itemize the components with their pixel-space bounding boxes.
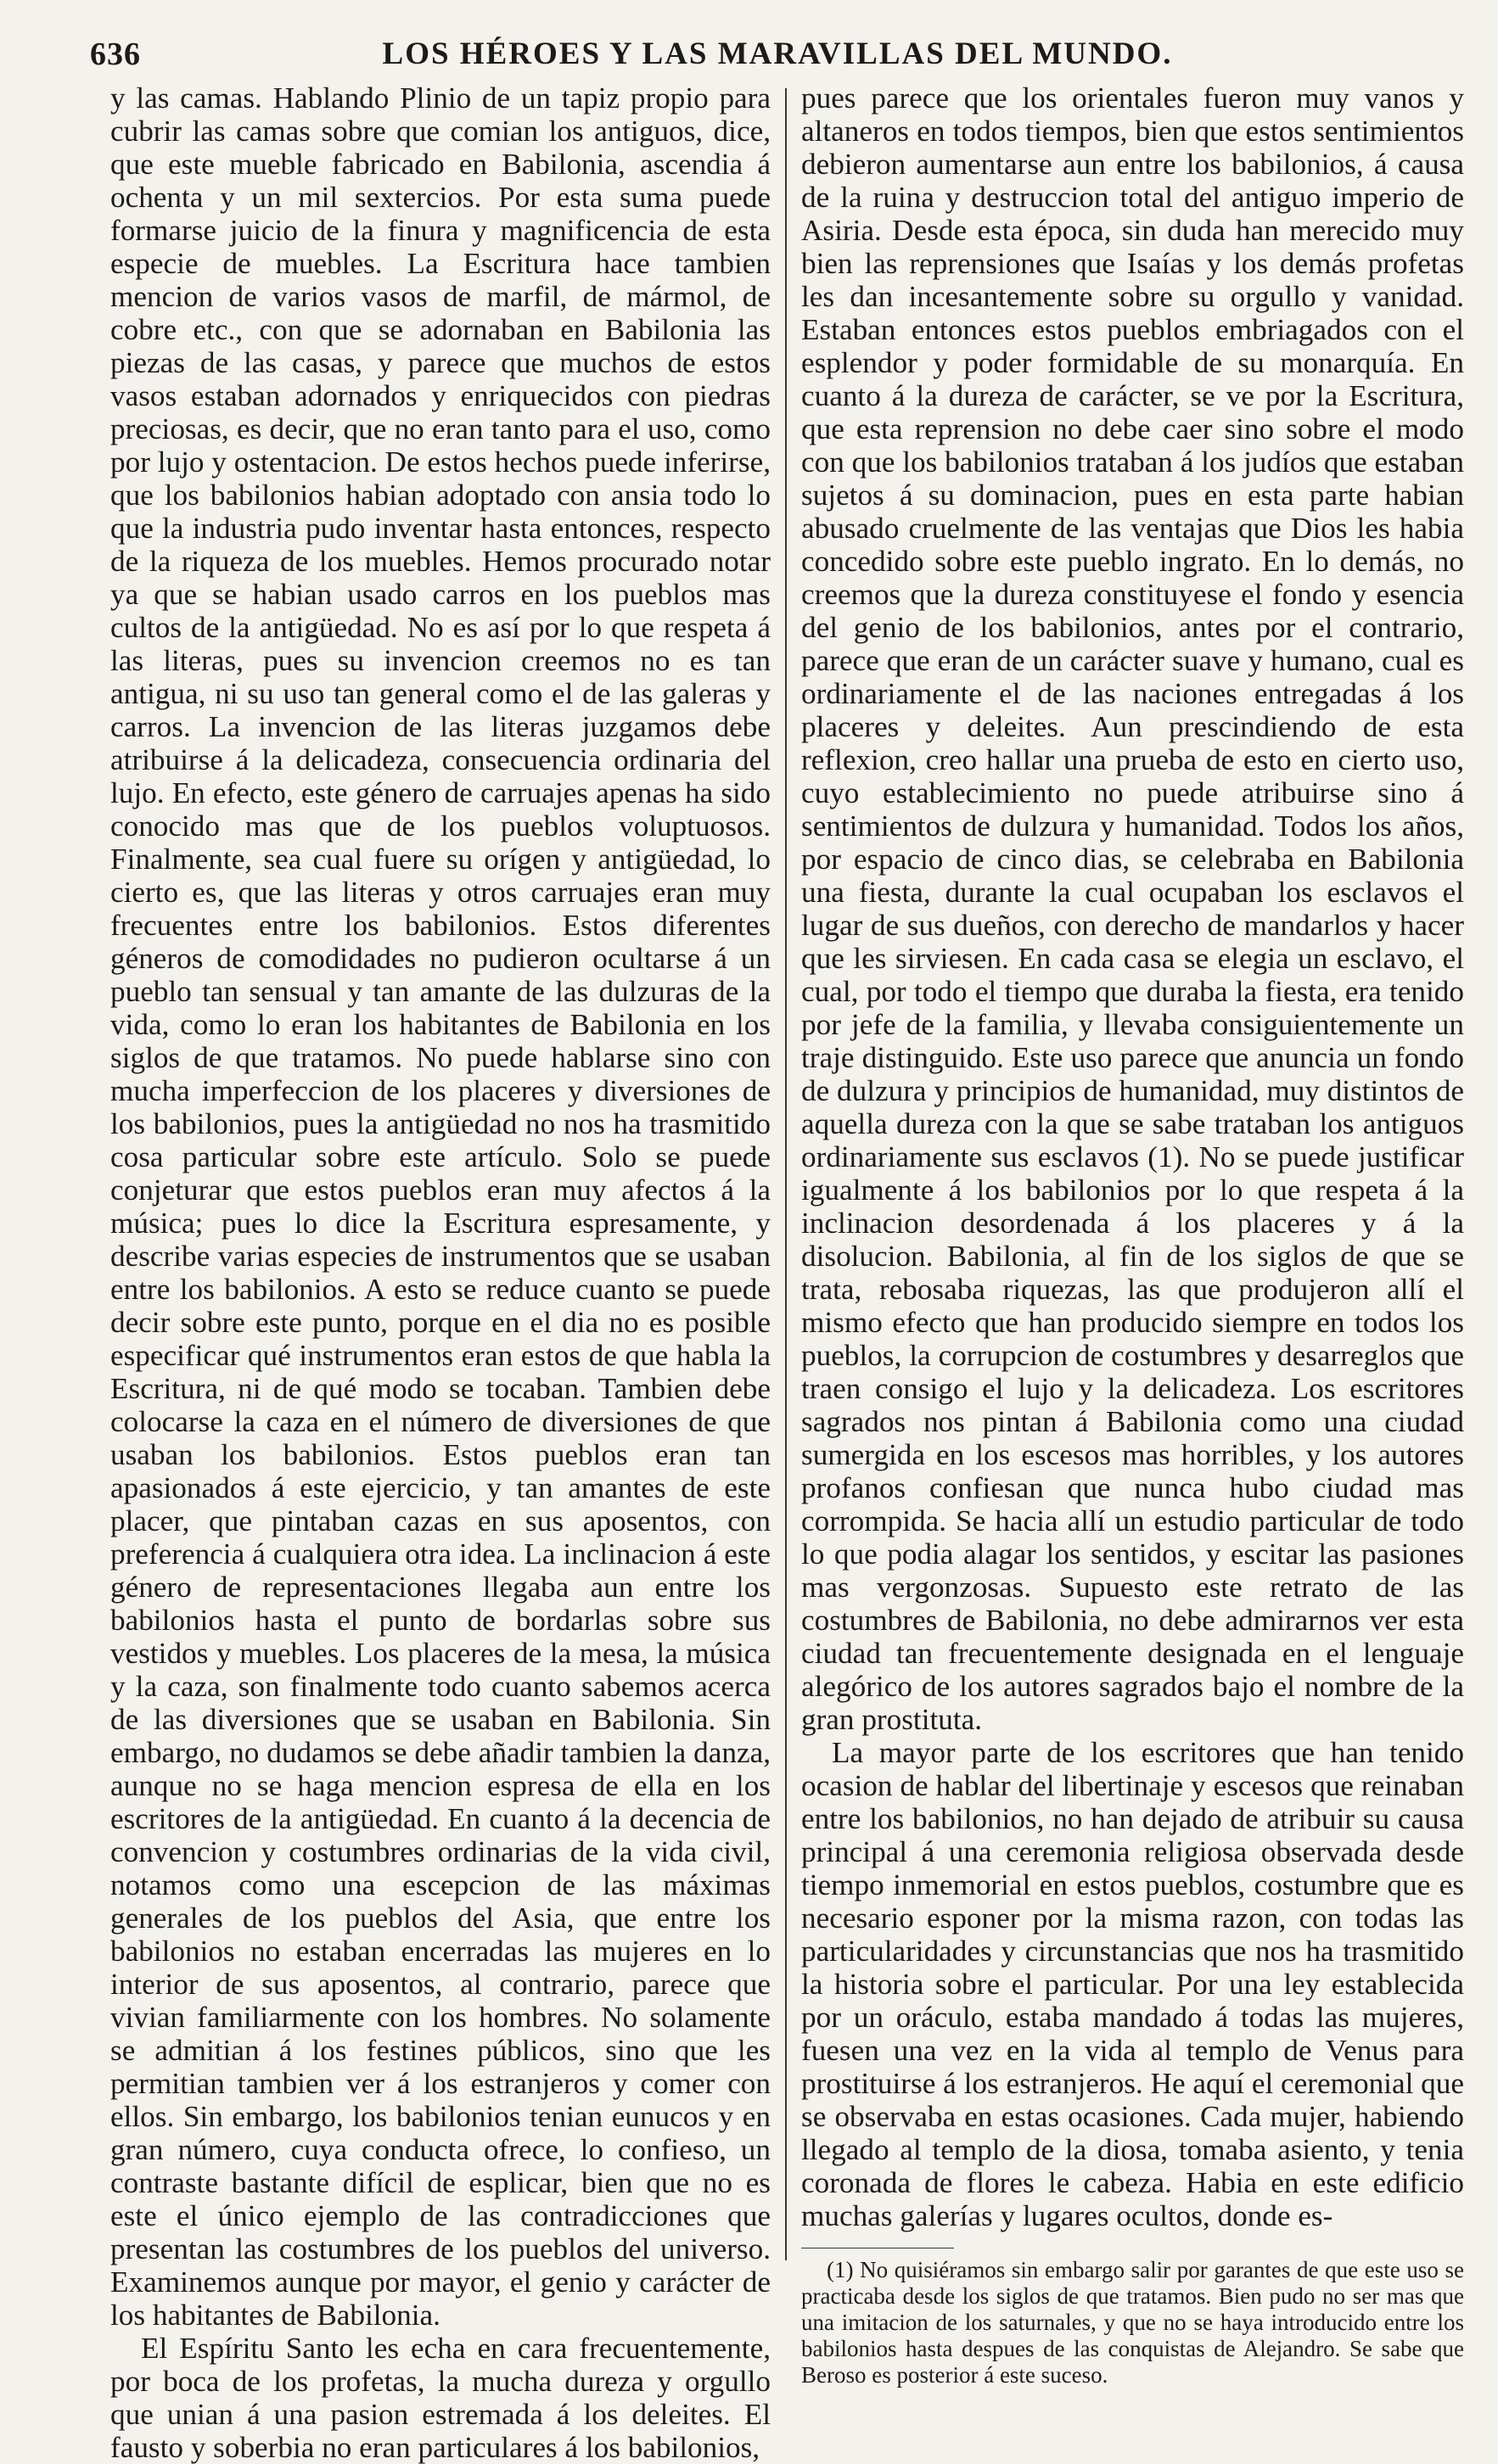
left-paragraph-2: El Espíritu Santo les echa en cara frecuentemente, por boca de los profetas, la mucha dureza y orgullo que unian á una pasion estremada á los deleites. El fausto y soberbia no eran particulares á los babilonios, <box>110 2332 771 2464</box>
running-title: LOS HÉROES Y LAS MARAVILLAS DEL MUNDO. <box>382 36 1173 71</box>
left-paragraph-1: y las camas. Hablando Plinio de un tapiz propio para cubrir las camas sobre que comian los antiguos, dice, que este mueble fabricado en Babilonia, ascendia á ochenta y un mil sextercios. Por esta suma puede formarse juicio de la finura y magnificencia de esta especie de muebles. La Escritura hace tambien mencion de varios vasos de marfil, de mármol, de cobre etc., con que se adornaban en Babilonia las piezas de las casas, y parece que muchos de estos vasos estaban adornados y enriquecidos con piedras preciosas, es decir, que no eran tanto para el uso, como por lujo y ostentacion. De estos hechos puede inferirse, que los babilonios habian adoptado con ansia todo lo que la industria pudo inventar hasta entonces, respecto de la riqueza de los muebles. Hemos procurado notar ya que se habian usado carros en los pueblos mas cultos de la antigüedad. No es así por lo que respeta á las literas, pues su invencion creemos no es tan antigua, ni su uso tan general como el de las galeras y carros. La invencion de las literas juzgamos debe atribuirse á la delicadeza, consecuencia ordinaria del lujo. En efecto, este género de carruajes apenas ha sido conocido mas que de los pueblos voluptuosos. Finalmente, sea cual fuere su orígen y antigüedad, lo cierto es, que las literas y otros carruajes eran muy frecuentes entre los babilonios. Estos diferentes géneros de comodidades no pudieron ocultarse á un pueblo tan sensual y tan amante de las dulzuras de la vida, como lo eran los habitantes de Babilonia en los siglos de que tratamos. No puede hablarse sino con mucha imperfeccion de los placeres y diversiones de los babilonios, pues la antigüedad no nos ha trasmitido cosa particular sobre este artículo. Solo se puede conjeturar que estos pueblos eran muy afectos á la música; pues lo dice la Escritura espresamente, y describe varias especies de instrumentos que se usaban entre los babilonios. A esto se reduce cuanto se puede decir sobre este punto, porque en el dia no es posible especificar qué instrumentos eran estos de que habla la Escritura, ni de qué modo se tocaban. Tambien debe colocarse la caza en el número de diversiones de que usaban los babilonios. Estos pueblos eran tan apasionados á este ejercicio, y tan amantes de este placer, que pintaban cazas en sus aposentos, con preferencia á cualquiera otra idea. La inclinacion á este género de representaciones llegaba aun entre los babilonios hasta el punto de bordarlas sobre sus vestidos y muebles. Los placeres de la mesa, la música y la caza, son finalmente todo cuanto sabemos acerca de las diversiones que se usaban en Babilonia. Sin embargo, no dudamos se debe añadir tambien la danza, aunque no se haga mencion espresa de ella en los escritores de la antigüedad. En cuanto á la decencia de convencion y costumbres ordinarias de la vida civil, notamos como una escepcion de las máximas generales de los pueblos del Asia, que entre los babilonios no estaban encerradas las mujeres en lo interior de sus aposentos, al contrario, parece que vivian familiarmente con los hombres. No solamente se admitian á los festines públicos, sino que les permitian tambien ver á los estranjeros y comer con ellos. Sin embargo, los babilonios tenian eunucos y en gran número, cuya conducta ofrece, lo confieso, un contraste bastante difícil de esplicar, bien que no es este el único ejemplo de las contradicciones que presentan las costumbres de los pueblos del universo. Examinemos aunque por mayor, el genio y carácter de los habitantes de Babilonia. <box>110 81 771 2332</box>
page-header <box>90 31 1465 83</box>
left-column <box>110 81 771 2464</box>
right-paragraph-2: La mayor parte de los escritores que han tenido ocasion de hablar del libertinaje y escesos que reinaban entre los babilonios, no han dejado de atribuir su causa principal á una ceremonia religiosa observada desde tiempo inmemorial en estos pueblos, costumbre que es necesario esponer por la misma razon, con todas las particularidades y circunstancias que nos ha trasmitido la historia sobre el particular. Por una ley establecida por un oráculo, estaba mandado á todas las mujeres, fuesen una vez en la vida al templo de Venus para prostituirse á los estranjeros. He aquí el ceremonial que se observaba en estas ocasiones. Cada mujer, habiendo llegado al templo de la diosa, tomaba asiento, y tenia coronada de flores le cabeza. Habia en este edificio muchas galerías y lugares ocultos, donde es- <box>801 1736 1464 2232</box>
page-number: 636 <box>90 36 141 72</box>
footnote: (1) No quisiéramos sin embargo salir por garantes de que este uso se practicaba desde los siglos de que tratamos. Bien pudo no ser mas que una imitacion de los saturnales, y que no se haya introducido entre los babilonios hasta despues de las conquistas de Alejandro. Se sabe que Beroso es posterior á este suceso. <box>801 2257 1464 2388</box>
right-paragraph-1: pues parece que los orientales fueron muy vanos y altaneros en todos tiempos, bien que estos sentimientos debieron aumentarse aun entre los babilonios, á causa de la ruina y destruccion total del antiguo imperio de Asiria. Desde esta época, sin duda han merecido muy bien las reprensiones que Isaías y los demás profetas les dan incesantemente sobre su orgullo y vanidad. Estaban entonces estos pueblos embriagados con el esplendor y poder formidable de su monarquía. En cuanto á la dureza de carácter, se ve por la Escritura, que esta reprension no debe caer sino sobre el modo con que los babilonios trataban á los judíos que estaban sujetos á su dominacion, pues en esta parte habian abusado cruelmente de las ventajas que Dios les habia concedido sobre este pueblo ingrato. En lo demás, no creemos que la dureza constituyese el fondo y esencia del genio de los babilonios, antes por el contrario, parece que eran de un carácter suave y humano, cual es ordinariamente el de las naciones entregadas á los placeres y deleites. Aun prescindiendo de esta reflexion, creo hallar una prueba de esto en cierto uso, cuyo establecimiento no puede atribuirse sino á sentimientos de dulzura y humanidad. Todos los años, por espacio de cinco dias, se celebraba en Babilonia una fiesta, durante la cual ocupaban los esclavos el lugar de sus dueños, con derecho de mandarlos y hacer que les sirviesen. En cada casa se elegia un esclavo, el cual, por todo el tiempo que duraba la fiesta, era tenido por jefe de la familia, y llevaba consiguientemente un traje distinguido. Este uso parece que anuncia un fondo de dulzura y principios de humanidad, muy distintos de aquella dureza con la que se sabe trataban los antiguos ordinariamente sus esclavos (1). No se puede justificar igualmente á los babilonios por lo que respeta á la inclinacion desordenada á los placeres y á la disolucion. Babilonia, al fin de los siglos de que se trata, rebosaba riquezas, las que produjeron allí el mismo efecto que han producido siempre en todos los pueblos, la corrupcion de costumbres y desarreglos que traen consigo el lujo y la delicadeza. Los escritores sagrados nos pintan á Babilonia como una ciudad sumergida en los escesos mas horribles, y los autores profanos confiesan que nunca hubo ciudad mas corrompida. Se hacia allí un estudio particular de todo lo que podia alagar los sentidos, y escitar las pasiones mas vergonzosas. Supuesto este retrato de las costumbres de Babilonia, no debe admirarnos ver esta ciudad tan frecuentemente designada en el lenguaje alegórico de los autores sagrados bajo el nombre de la gran prostituta. <box>801 81 1464 1736</box>
column-divider <box>785 88 787 2260</box>
right-column <box>801 81 1464 2388</box>
